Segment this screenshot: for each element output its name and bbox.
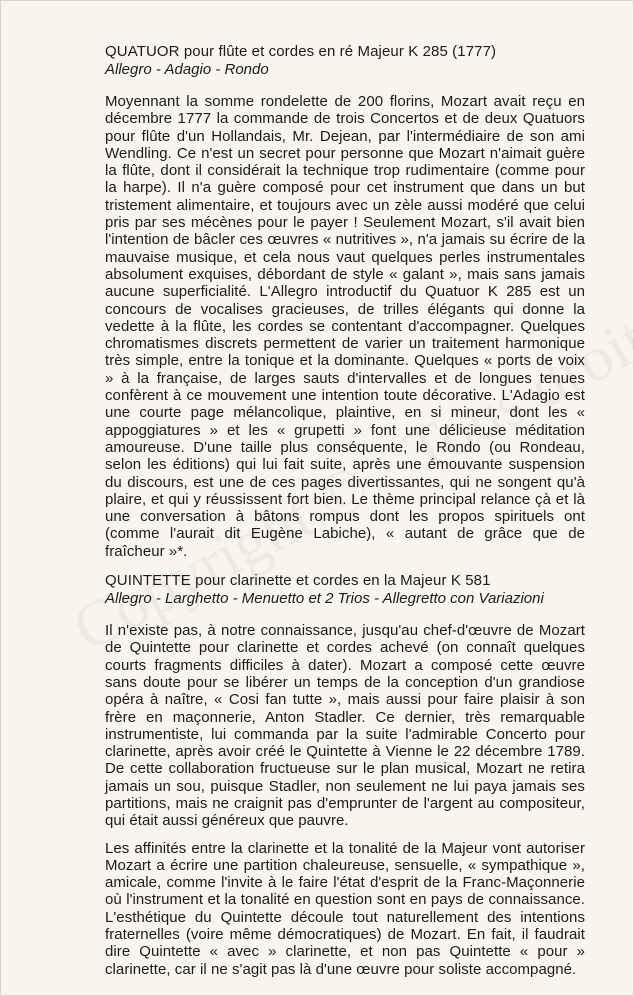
paragraph: Les affinités entre la clarinette et la tonalité de la Majeur vont autoriser Mozart a écrire une partition chaleureuse, sensuelle, « sympathique », amicale, comme l'invite à le faire l'état d'esprit de la Franc-Maçonnerie où l'instrument et la tonalité en question sont en pays de connaissance. L'esthétique du Quintette découle tout naturellement des intentions fraternelles (voire même démocratiques) de Mozart. En fait, il faudrait dire Quintette « avec » clarinette, et non pas Quintette « pour » clarinette, car il ne s'agit pas là d'une œuvre pour soliste accompagné. [105, 839, 585, 978]
section-quatuor [105, 43, 585, 560]
section-title: QUATUOR pour flûte et cordes en ré Majeur K 285 (1777) [105, 43, 497, 60]
paragraph: Il n'existe pas, à notre connaissance, jusqu'au chef-d'œuvre de Mozart de Quintette pour clarinette et cordes achevé (on connaît quelques courts fragments difficiles à dater). Mozart a composé cette œuvre sans doute pour se libérer un temps de la conception d'un grandiose opéra à naître, « Cosi fan tutte », mais aussi pour faire plaisir à son frère en maçonnerie, Anton Stadler. Ce dernier, très remarquable instrumentiste, lui commanda par la suite l'admirable Concerto pour clarinette, après avoir créé le Quintette à Vienne le 22 décembre 1789. De cette collaboration fructueuse sur le plan musical, Mozart ne retira jamais un sou, puisque Stadler, non seulement ne lui paya jamais ses partitions, mais ne craignit pas d'emprunter de l'argent au compositeur, qui était aussi généreux que pauvre. [105, 622, 585, 830]
section-subtitle: Allegro - Larghetto - Menuetto et 2 Trios - Allegretto con Variazioni [105, 590, 544, 608]
section-quintette [105, 572, 585, 978]
section-subtitle: Allegro - Adagio - Rondo [105, 61, 269, 78]
section-title: QUINTETTE pour clarinette et cordes en la Majeur K 581 [105, 572, 491, 590]
document-body [105, 43, 585, 990]
paragraph: Moyennant la somme rondelette de 200 florins, Mozart avait reçu en décembre 1777 la commande de trois Concertos et de deux Quatuors pour flûte d'un Hollandais, Mr. Dejean, par l'intermédiaire de son ami Wendling. Ce n'est un secret pour personne que Mozart n'aimait guère la flûte, dont il considérait la technique trop rudimentaire (comme pour la harpe). Il n'a guère composé pour cet instrument que dans un but tristement alimentaire, et toujours avec un zèle aussi modéré que celui pris par ses mécènes pour le payer ! Seulement Mozart, s'il avait bien l'intention de bâcler ces œuvres « nutritives », n'a jamais su écrire de la mauvaise musique, et cela nous vaut quelques perles instrumentales absolument exquises, débordant de style « galant », mais sans jamais aucune superficialité. L'Allegro introductif du Quatuor K 285 est un concours de vocalises gracieuses, de trilles élégants qui donne la vedette à la flûte, les cordes se contentant d'accompagner. Quelques chromatismes discrets permettent de varier un traitement harmonique très simple, entre la tonique et la dominante. Quelques « ports de voix » à la française, de larges sauts d'intervalles et de longues tenues confèrent à ce mouvement une intention toute décorative. L'Adagio est une courte page mélancolique, plaintive, en si mineur, dont les « appoggiatures » et les « grupetti » font une délicieuse méditation amoureuse. D'une taille plus conséquente, le Rondo (ou Rondeau, selon les éditions) qui lui fait suite, après une émouvante suspension du discours, est une de ces pages divertissantes, qui ne songent qu'à plaire, et qui y réussissent fort bien. Le thème principal relance çà et là une conversation à bâtons rompus dont les propos spirituels ont (comme l'aurait dit Eugène Labiche), « autant de grâce que de fraîcheur »*. [105, 93, 585, 560]
